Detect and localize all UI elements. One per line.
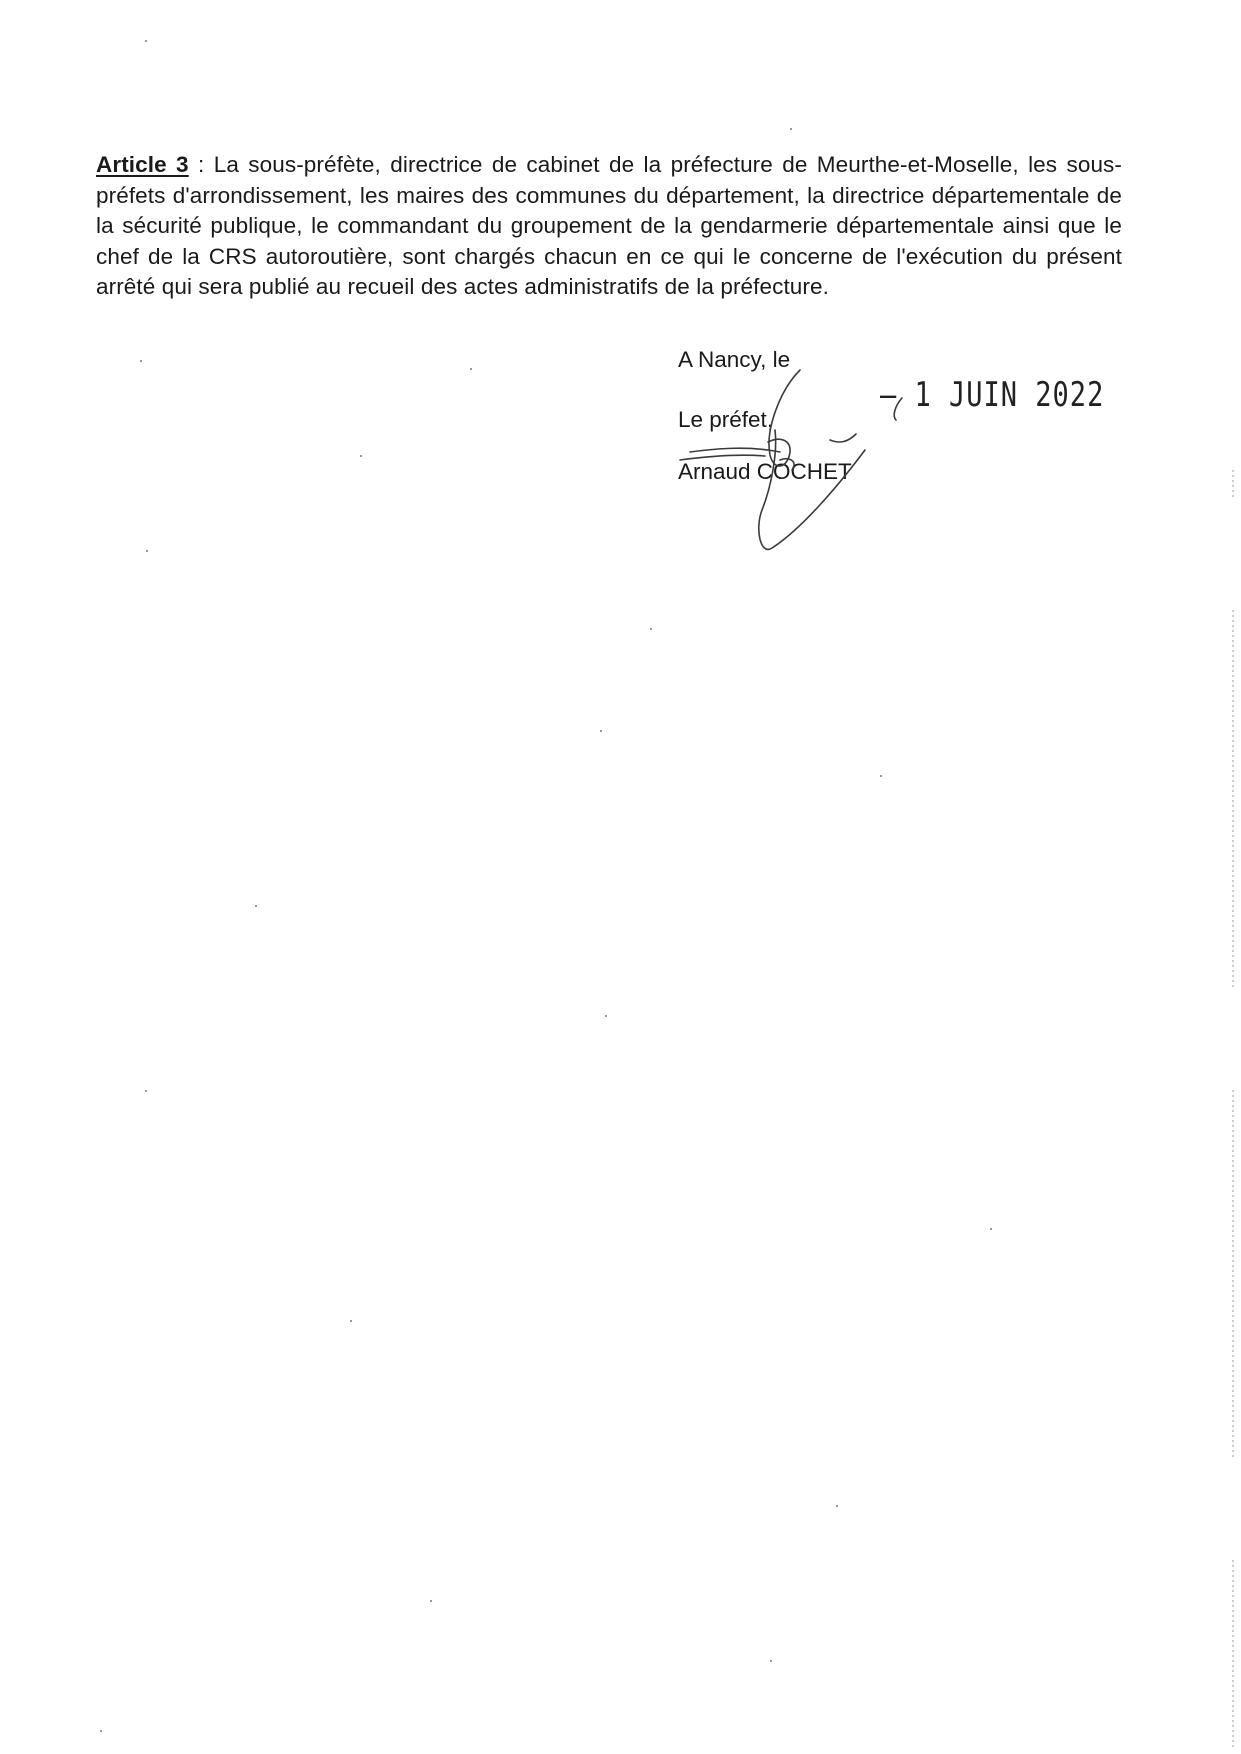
- scan-speck: [255, 905, 257, 907]
- article-title: Article 3: [96, 152, 189, 177]
- scan-edge-artifact: [1231, 0, 1235, 1754]
- scan-speck: [770, 1660, 772, 1662]
- scan-speck: [836, 1505, 838, 1507]
- article-3-paragraph: [96, 150, 1122, 303]
- scan-speck: [145, 40, 147, 42]
- scan-speck: [600, 730, 602, 732]
- scan-speck: [140, 360, 142, 362]
- scan-speck: [990, 1228, 992, 1230]
- scan-speck: [145, 1090, 147, 1092]
- prefect-role: Le préfet,: [678, 407, 774, 432]
- scan-speck: [350, 1320, 352, 1322]
- scan-speck: [146, 550, 148, 552]
- scan-speck: [605, 1015, 607, 1017]
- scan-speck: [430, 1600, 432, 1602]
- scan-speck: [100, 1730, 102, 1732]
- article-body: La sous-préfète, directrice de cabinet de la préfecture de Meurthe-et-Moselle, les sous-préfets d'arrondissement, les maires des communes du département, la directrice départementale de la sécurité publique, le commandant du groupement de la gendarmerie départementale ainsi que le chef de la CRS autoroutière, sont chargés chacun en ce qui le concerne de l'exécution du présent arrêté qui sera publié au recueil des actes administratifs de la préfecture.: [96, 152, 1122, 299]
- scan-speck: [470, 368, 472, 370]
- date-stamp: – 1 JUIN 2022: [880, 376, 1105, 415]
- scan-speck: [650, 628, 652, 630]
- scan-speck: [360, 455, 362, 457]
- scan-speck: [880, 775, 882, 777]
- prefect-name: Arnaud COCHET: [678, 459, 852, 484]
- scan-speck: [790, 128, 792, 130]
- article-separator: :: [188, 152, 214, 177]
- place-label: A Nancy, le: [678, 347, 791, 372]
